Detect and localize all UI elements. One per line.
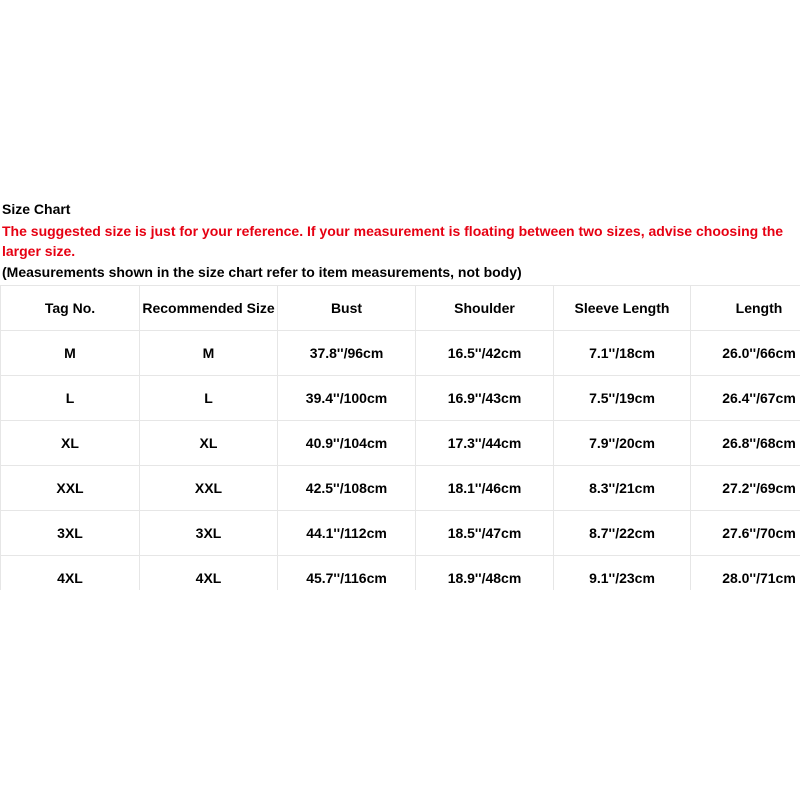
header-sleeve-length: Sleeve Length — [554, 286, 691, 331]
cell-length: 26.4''/67cm — [691, 376, 800, 421]
cell-tag-no: 3XL — [1, 511, 140, 556]
size-table — [0, 285, 800, 590]
header-recommended-size: Recommended Size — [140, 286, 278, 331]
cell-sleeve-length: 7.1''/18cm — [554, 331, 691, 376]
cell-sleeve-length: 7.9''/20cm — [554, 421, 691, 466]
size-advice-notice: The suggested size is just for your reference. If your measurement is floating between two sizes, advise choosing the larger size. — [2, 223, 784, 259]
measurement-note: (Measurements shown in the size chart refer to item measurements, not body) — [2, 264, 522, 280]
cell-bust: 37.8''/96cm — [278, 331, 416, 376]
cell-tag-no: XXL — [1, 466, 140, 511]
cell-shoulder: 16.9''/43cm — [416, 376, 554, 421]
table-row — [1, 556, 800, 591]
cell-recommended-size: XXL — [140, 466, 278, 511]
header-bust: Bust — [278, 286, 416, 331]
cell-tag-no: XL — [1, 421, 140, 466]
table-row — [1, 466, 800, 511]
cell-bust: 40.9''/104cm — [278, 421, 416, 466]
cell-tag-no: 4XL — [1, 556, 140, 591]
cell-recommended-size: XL — [140, 421, 278, 466]
header-length: Length — [691, 286, 800, 331]
cell-sleeve-length: 9.1''/23cm — [554, 556, 691, 591]
cell-bust: 39.4''/100cm — [278, 376, 416, 421]
table-row — [1, 331, 800, 376]
cell-recommended-size: M — [140, 331, 278, 376]
cell-recommended-size: 3XL — [140, 511, 278, 556]
cell-shoulder: 18.9''/48cm — [416, 556, 554, 591]
cell-bust: 42.5''/108cm — [278, 466, 416, 511]
cell-length: 26.0''/66cm — [691, 331, 800, 376]
cell-shoulder: 16.5''/42cm — [416, 331, 554, 376]
cell-shoulder: 18.5''/47cm — [416, 511, 554, 556]
table-row — [1, 421, 800, 466]
header-shoulder: Shoulder — [416, 286, 554, 331]
cell-length: 27.6''/70cm — [691, 511, 800, 556]
header-tag-no: Tag No. — [1, 286, 140, 331]
cell-bust: 44.1''/112cm — [278, 511, 416, 556]
cell-bust: 45.7''/116cm — [278, 556, 416, 591]
cell-shoulder: 18.1''/46cm — [416, 466, 554, 511]
cell-shoulder: 17.3''/44cm — [416, 421, 554, 466]
cell-tag-no: M — [1, 331, 140, 376]
cell-length: 27.2''/69cm — [691, 466, 800, 511]
table-header-row — [1, 286, 800, 331]
cell-length: 28.0''/71cm — [691, 556, 800, 591]
size-chart-title: Size Chart — [2, 201, 71, 217]
cell-tag-no: L — [1, 376, 140, 421]
table-row — [1, 511, 800, 556]
table-row — [1, 376, 800, 421]
cell-length: 26.8''/68cm — [691, 421, 800, 466]
cell-sleeve-length: 8.3''/21cm — [554, 466, 691, 511]
size-table-container — [0, 285, 800, 590]
cell-sleeve-length: 8.7''/22cm — [554, 511, 691, 556]
cell-recommended-size: L — [140, 376, 278, 421]
cell-sleeve-length: 7.5''/19cm — [554, 376, 691, 421]
cell-recommended-size: 4XL — [140, 556, 278, 591]
